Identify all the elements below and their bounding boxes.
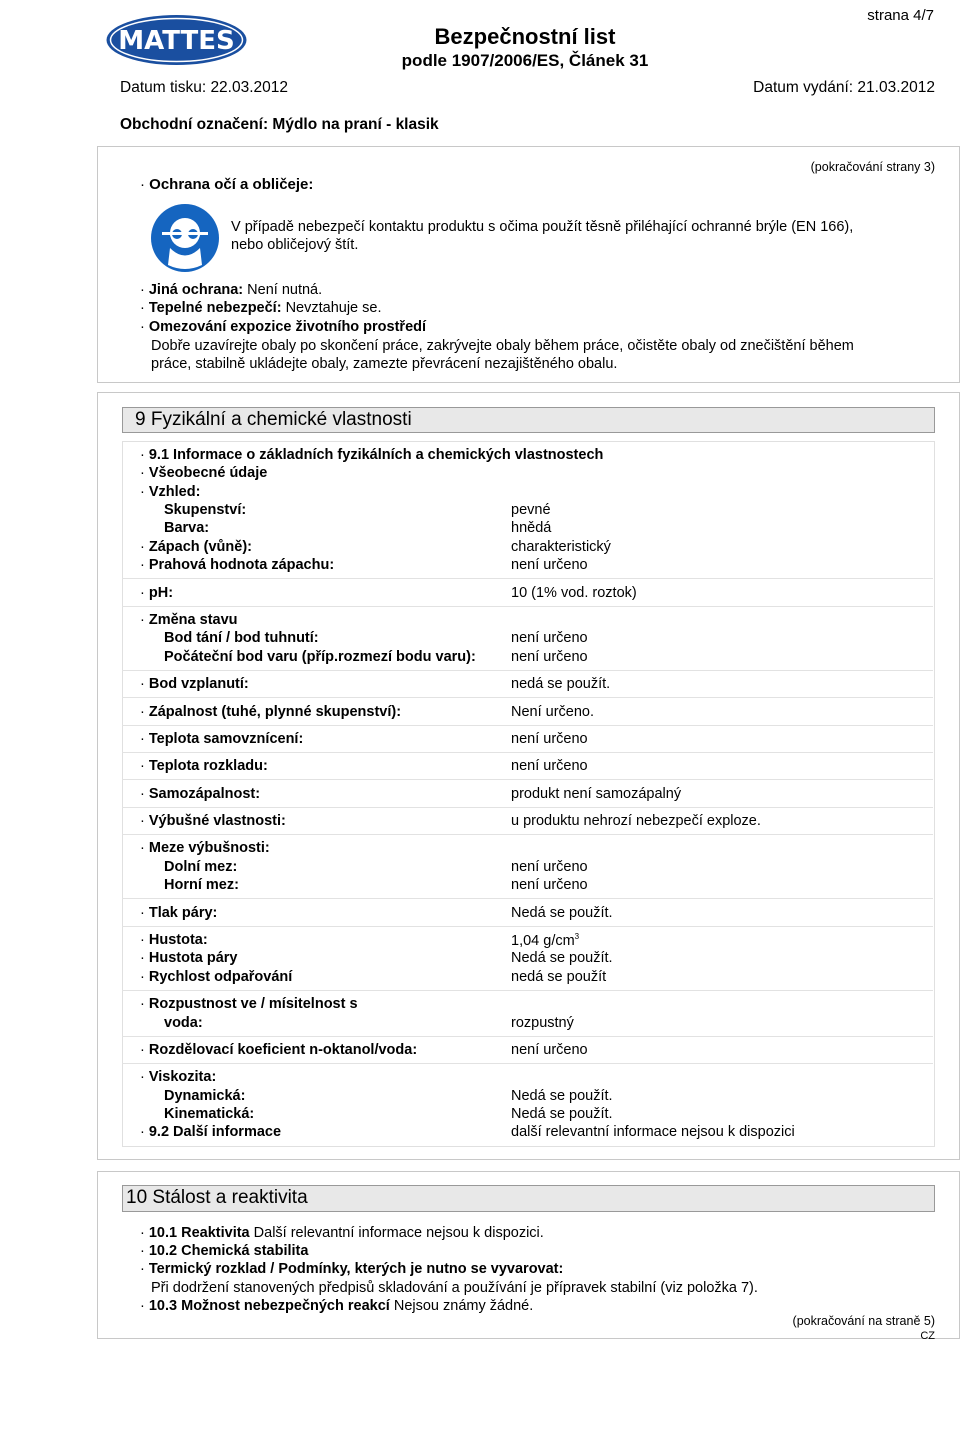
issue-date: Datum vydání: 21.03.2012: [753, 79, 935, 96]
vapor-pressure-label: · Tlak páry:: [140, 905, 217, 921]
thermal-decomposition-label: · Termický rozklad / Podmínky, kterých je nutno se vyvarovat:: [140, 1261, 563, 1277]
language-code: CZ: [920, 1330, 935, 1342]
safety-goggles-icon: [150, 203, 220, 273]
density-value: 1,04 $g/cm^3$: [511, 932, 580, 949]
decomposition-label: · Teplota rozkladu:: [140, 758, 268, 774]
density-label: · Hustota:: [140, 932, 208, 948]
general-label: · Všeobecné údaje: [140, 465, 267, 481]
vapor-pressure-value: Nedá se použít.: [511, 905, 613, 921]
thermal-hazard: · Tepelné nebezpečí: Nevztahuje se.: [140, 300, 382, 316]
melting-point-value: není určeno: [511, 630, 588, 646]
appearance-label: · Vzhled:: [140, 484, 200, 500]
flammability-value: Není určeno.: [511, 704, 595, 720]
continuation-note: (pokračování strany 3): [810, 160, 935, 174]
state-change-label: · Změna stavu: [140, 612, 238, 628]
eye-protection-label: · Ochrana očí a obličeje:: [140, 176, 313, 193]
env-exposure-text-1: Dobře uzavírejte obaly po skončení práce, zakrývejte obaly během práce, očistěte obaly od znečištění během: [151, 338, 854, 354]
env-exposure-label: · Omezování expozice životního prostředí: [140, 319, 426, 335]
other-info-label: · 9.2 Další informace: [140, 1124, 281, 1140]
separator: [122, 670, 933, 671]
autoignition-label: · Teplota samovznícení:: [140, 731, 303, 747]
separator: [122, 1036, 933, 1037]
separator: [122, 606, 933, 607]
upper-limit-label: Horní mez:: [164, 877, 239, 893]
hazardous-reactions: · 10.3 Možnost nebezpečných reakcí Nejsou známy žádné.: [140, 1298, 533, 1314]
lower-limit-value: není určeno: [511, 859, 588, 875]
dynamic-viscosity-label: Dynamická:: [164, 1088, 246, 1104]
upper-limit-value: není určeno: [511, 877, 588, 893]
flammability-label: · Zápalnost (tuhé, plynné skupenství):: [140, 704, 401, 720]
solubility-value: rozpustný: [511, 1015, 574, 1031]
continuation-footer: (pokračování na straně 5): [792, 1314, 935, 1328]
separator: [122, 725, 933, 726]
separator: [122, 926, 933, 927]
self-ignition-value: produkt není samozápalný: [511, 786, 682, 802]
ph-label: · pH:: [140, 585, 173, 601]
separator: [122, 697, 933, 698]
ph-value: 10 (1% vod. roztok): [511, 585, 637, 601]
page-number: strana 4/7: [867, 7, 934, 24]
separator: [122, 1063, 933, 1064]
vapor-density-label: · Hustota páry: [140, 950, 238, 966]
vapor-density-value: Nedá se použít.: [511, 950, 613, 966]
kinematic-viscosity-value: Nedá se použít.: [511, 1106, 613, 1122]
evaporation-label: · Rychlost odpařování: [140, 969, 292, 985]
evaporation-value: nedá se použít: [511, 969, 607, 985]
melting-point-label: Bod tání / bod tuhnutí:: [164, 630, 319, 646]
odor-threshold-value: není určeno: [511, 557, 588, 573]
separator: [122, 578, 933, 579]
explosive-value: u produktu nehrozí nebezpečí exploze.: [511, 813, 761, 829]
dynamic-viscosity-value: Nedá se použít.: [511, 1088, 613, 1104]
reactivity: · 10.1 Reaktivita Další relevantní informace nejsou k dispozici.: [140, 1225, 544, 1241]
odor-threshold-label: · Prahová hodnota zápachu:: [140, 557, 334, 573]
svg-text:MATTES: MATTES: [118, 26, 235, 56]
autoignition-value: není určeno: [511, 731, 588, 747]
decomposition-value: není určeno: [511, 758, 588, 774]
solubility-water-label: voda:: [164, 1015, 203, 1031]
eye-protection-text-2: nebo obličejový štít.: [231, 237, 359, 253]
eye-protection-text-1: V případě nebezpečí kontaktu produktu s očima použít těsně přiléhající ochranné brýle (EN 166),: [231, 219, 854, 235]
document-title: Bezpečnostní list: [434, 24, 616, 49]
env-exposure-text-2: práce, stabilně ukládejte obaly, zamezte převrácení nezajištěného obalu.: [151, 356, 618, 372]
odor-label: · Zápach (vůně):: [140, 539, 252, 555]
color-value: hnědá: [511, 520, 552, 536]
odor-value: charakteristický: [511, 539, 611, 555]
section-9-heading: 9 Fyzikální a chemické vlastnosti: [122, 407, 935, 433]
separator: [122, 834, 933, 835]
state-value: pevné: [511, 502, 551, 518]
print-date: Datum tisku: 22.03.2012: [120, 79, 289, 96]
solubility-label: · Rozpustnost ve / mísitelnost s: [140, 996, 358, 1012]
color-label: Barva:: [164, 520, 210, 536]
boiling-point-label: Počáteční bod varu (příp.rozmezí bodu varu):: [164, 649, 476, 665]
chemical-stability-label: · 10.2 Chemická stabilita: [140, 1243, 308, 1259]
info-heading: · 9.1 Informace o základních fyzikálních a chemických vlastnostech: [140, 447, 603, 463]
kinematic-viscosity-label: Kinematická:: [164, 1106, 255, 1122]
separator: [122, 807, 933, 808]
lower-limit-label: Dolní mez:: [164, 859, 238, 875]
separator: [122, 779, 933, 780]
flash-point-label: · Bod vzplanutí:: [140, 676, 249, 692]
partition-coefficient-value: není určeno: [511, 1042, 588, 1058]
other-protection: · Jiná ochrana: Není nutná.: [140, 282, 322, 298]
product-name: Obchodní označení: Mýdlo na praní - klasik: [120, 116, 439, 133]
separator: [122, 990, 933, 991]
thermal-decomposition-text: Při dodržení stanovených předpisů skladování a používání je přípravek stabilní (viz položka 7).: [151, 1280, 758, 1296]
separator: [122, 898, 933, 899]
boiling-point-value: není určeno: [511, 649, 588, 665]
self-ignition-label: · Samozápalnost:: [140, 786, 260, 802]
explosive-label: · Výbušné vlastnosti:: [140, 813, 286, 829]
document-subtitle: podle 1907/2006/ES, Článek 31: [401, 51, 649, 70]
state-label: Skupenství:: [164, 502, 247, 518]
section-10-heading: 10 Stálost a reaktivita: [122, 1185, 935, 1212]
flash-point-value: nedá se použít.: [511, 676, 611, 692]
other-info-value: další relevantní informace nejsou k dispozici: [511, 1124, 795, 1140]
partition-coefficient-label: · Rozdělovací koeficient n-oktanol/voda:: [140, 1042, 417, 1058]
separator: [122, 752, 933, 753]
explosion-limits-label: · Meze výbušnosti:: [140, 840, 270, 856]
viscosity-label: · Viskozita:: [140, 1069, 216, 1085]
